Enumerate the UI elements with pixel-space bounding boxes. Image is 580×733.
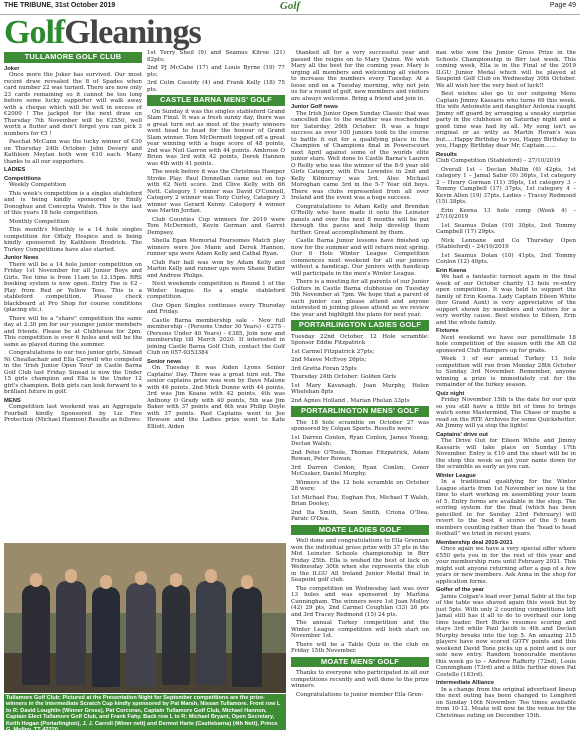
paragraph: On Sunday it was the singles stableford Grand Slam Final. It was a fresh sunny day, there was a great turn out as most of the yearly winners went head to head for the honour of Grand Slam winner. Tom McDermott topped off a great year winning with a huge score of 48 points, 2nd was Neil Garron with 44 points. Ambrose O Brien was 3rd with 42 points, Derek Hannon was 4th with 41 points. (147, 108, 285, 167)
masthead (4, 14, 404, 50)
subheading: Winter League (436, 472, 476, 479)
paragraph: Thursday 24th October: Golden Girls (291, 374, 397, 380)
paragraph: 3rd Darren Conlon, Ryan Conlon, Conor McCusker, Daniel Murphy. (291, 464, 429, 477)
paragraph: Next weekends competition is Round 1 of the Winter league. Its a single stableford competition. (147, 281, 285, 300)
paragraph: The Irish Junior Open Sunday Classic that was cancelled due to the weather was rescheduled for Saturday 26th October. It was a huge success as over 100 juniors took to the course to battle it out for a qualifying place in the Champion of Champions final in Powerscourt next April against some of the worlds elite junior stars. Well done to Castle Barna's Lauren O Reilly who was the winner of the 8-9 year old Girls Category, with Eva Lowndes in 2nd and Kelly Kilmurray was 3rd. Also Michael Moroghan came 3rd in the 5-7 Year old boys. There was clubs represented from all over Ireland and the event was a huge success. (291, 110, 429, 201)
paragraph: This month's Monthly is a 14 hole singles competition for Offaly Hospice and is being kindly sponsored by Kathleen Brodrick. The Turkey Competitions have also started. (4, 227, 142, 253)
paragraph: This week's competition is a singles stableford and is being kindly sponsored by Emily Donoghue and Concepta Walsh. This is the last of this years 18 hole competition. (4, 190, 142, 216)
paragraph: There is a meeting for all parents of our Junior Golfers in Castle Barna clubhouse on Tuesday 5th November at 7pm. We hope that a parent of each junior can please attend and anyone interested in joining please attend as we review the year and highlight the plans for next year. (291, 279, 429, 318)
paragraph: 1st Terry Sheil (9) and Seamus Kilroe (21) 82pts; (147, 50, 285, 63)
person-silhouette (232, 587, 262, 687)
paragraph: 1st Seamus Dolan (10) 41pts, 2nd Tommy Conlon (12) 40pts. (436, 252, 576, 265)
page-header (0, 0, 580, 15)
section-heading: CASTLE BARNA MENS' GOLF (147, 95, 285, 106)
paragraph: The competition on Wednesday last was over 13 holes and was sponsored by Martina Cunningham. The winners were 1st Joan Molloy (42) 29 pts, 2nd Carmel Coughlan (33) 26 pts and 3rd Tracey Redmond (15) 24 pts. (291, 585, 429, 618)
paragraph: 2nd PJ McCabe (17) and Louis Byrne (19) 77 pts; (147, 65, 285, 78)
paragraph: 2nd Ita Smith, Sean Smith, Criona O'Dea, Paraic O'Dea. (291, 509, 429, 522)
paragraph: 2nd Peter O'Toole, Thomas Fitzpatrick, Adam Rowan, Peter Rowan; (291, 449, 429, 462)
subheading: Captains' drive out (436, 431, 488, 438)
paragraph: Congratulations to junior member Ella Gren- (296, 691, 424, 698)
paragraph: Club Pair ball was won by Adam Kelly and Martin Kelly and runner ups were Shane Butler and Andrew Philips. (147, 259, 285, 279)
group-photo (4, 543, 286, 693)
paragraph: 2nd Agnes Holland , Marian Phelan 33pts (291, 397, 410, 404)
paragraph: In a traditional qualifying for the Winter League starts from 1st November so now is the time to start working on assembling your team of 5. Entry forms are available in the shop. The scoring system for the final (which has been pencilled in for Sunday 23rd February) will revert to the best 4 scores of the 5 team members counting rather than the "head to head football" we tried in recent years. (436, 479, 576, 537)
person-head (100, 575, 112, 589)
subheading: Golfer of the year (436, 587, 484, 593)
paragraph: Congratulations to our two junior girls, Sinead Ni Cheallachair and Ella Carwell who competed in the 'Irish Junior Open Tour' in Castle Barna Golf Club last Friday. Sinead is now the Under 15 girls champion and Ella is the Under 12 girl's champion. Both girls can look forward to a brilliant future in golf. (4, 350, 142, 395)
paragraph: Competition last weekend was an Aggregate Fourball kindly Sponsored by Liz Fire Protection (Michael Hannon) Results as follows: (4, 404, 142, 423)
paper-date: THE TRIBUNE, 31st October 2019 (4, 2, 116, 9)
paragraph: Week 1 of our annual Turkey 13 hole competition will run from Monday 28th October to Sunday 3rd November. Remember, anyone winning a prize is immediately cut for the remainder of the turkey season. (436, 356, 576, 388)
paragraph: The annual Turkey competition and the Winter League competition will both start on November 1st. (291, 620, 429, 639)
person-silhouette (126, 583, 156, 687)
column-2 (147, 50, 285, 540)
section-heading: PORTARLINGTON LADIES GOLF (291, 320, 429, 331)
person-head (30, 573, 42, 587)
subheading: Results (436, 151, 457, 158)
paragraph: Our Open Singles continues every Thursday and Friday. (147, 302, 285, 315)
subheading: LADIES (4, 167, 26, 173)
section-heading: TULLAMORE GOLF CLUB (4, 52, 142, 63)
masthead-golf: Golf (4, 14, 65, 51)
paragraph: 1st Mary Kavanagh, Joan Murphy, Helen Whelehan 8pts (291, 382, 429, 395)
paragraph: Sheila Egan Memorial Foursomes Match play winners were Joe Mann and Derek Hannon, runner ups were Adam Kelly and Cathal Ryan. (147, 238, 285, 257)
column-1 (4, 50, 142, 540)
paragraph: Monthly Competition (9, 218, 70, 225)
paragraph: Overall 1st – Declan Mullin (6) 42pts, 1st category 1 – Jamal Sabir (0) 36pts, 1st category 2 – Henry Gorman (11) 39pts, 1st category 3 – Tommy Campbell (17) 37pts, 1st category 4 – Kevin Allen (19) 37pts, Ladies – Tracey Redmond (15) 38pts. (436, 166, 576, 205)
paragraph: The Drive Out for Eileen White and Jimmy Kassaris will take place on Sunday 17th November. Entry is €10 and the sheet will be in the shop this week so get your name down for the scramble as early as you can. (436, 438, 576, 470)
paragraph: 1st Carmel Fitzpatrick 27pts; (291, 348, 375, 355)
section-name: Golf (279, 0, 301, 12)
paragraph: Club Counties Cup winners for 2019 were Tom McDermott, Kevin Gorman and Garret Dempsey. (147, 216, 285, 236)
subheading: Competitions (4, 175, 42, 182)
paragraph: Once more the Joker has survived. Our most recent draw revealed the 8 of Spades when card number 22 was turned. There are now only 23 cards remaining so it cannot be too long before some lucky supporter will walk away with a cheque which will be well in excess of €2000 ! The jackpot for the next draw on Thursday 7th November will be €2550, well worth a flutter and don't forget you can pick 3 numbers for €5 ! (4, 72, 142, 137)
paragraph: Club Competition (Stableford) – 27/10/2019 (436, 158, 561, 164)
paragraph: Weekly Competition (9, 182, 66, 188)
subheading: MENS (4, 397, 21, 404)
paragraph: 2nd Maeve McEvoy 26pts; (291, 357, 367, 363)
paragraph: Congratulations to Adam Kelly and Brendan O'Reilly who have made it onto the Leinster panels and over the next 8 months will be put through the paces and help develop them further. Great accomplishment by them. (291, 203, 429, 236)
person-head (65, 569, 77, 583)
paragraph: Nick Lennane and Co Thursday Open (Stableford) – 24/10/2019 (436, 237, 576, 250)
paragraph: Friday November 15th is the date for our quiz so you still have a little bit of time to brings watch some Mastermind, The Chase or maybe a read on the RTE Archives for some Quickshotter. Ah Jimmy will ya stop the lights! (436, 397, 576, 429)
section-heading: MOATE MENS' GOLF (291, 657, 429, 668)
person-silhouette (92, 587, 120, 687)
person-silhouette (196, 581, 226, 685)
paragraph: 1st Seamus Dolan (10) 30pts, 2nd Tommy Campbell (17) 29pts. (436, 222, 576, 235)
subheading: Membership deal 2019-2021 (436, 539, 513, 546)
masthead-gleanings: Gleanings (64, 14, 201, 51)
section-heading: MOATE LADIES GOLF (291, 525, 429, 536)
subheading: Erin Keena (436, 267, 467, 274)
paragraph: Once again we have a very special offer where €550 gets you in for the rest of this year and your membership runs until February 2021. This might suit anyone returning after a gap of a few years or new members. Ask Anna in the shop for application forms. (436, 546, 576, 585)
paragraph: 3rd Gretta Foran 25pts (291, 365, 357, 372)
paragraph: Castle Barna membership sale - New full membership - (Persons Under 30 Years) - €275 - (Persons Under 40 Years) - €385, Join now and membership till March 2020. If interested in joining Castle Barna Golf Club, contact the Golf Club on 057-9353384 (147, 317, 285, 356)
paragraph: On Tuesday it was Aiden Lyons Senior Captains' Day. There was a great turn out. The senior captains prize was won by Dave Malone with 46 points, 2nd Mick Dunne with 44 points, 3rd was Jim Keane with 42 points. 4th was Anthony O Grady with 40 points, 5th was Jim Baker with 37 points and 6th was Philip Doyle with 37 points. Past Captains went to Joe Hewson and the Ladies prize went to Kate Elliott. Aiden (147, 365, 285, 430)
paragraph: 3rd Colm Cassidy (4) and Frank Kelly (18) 75 pts. (147, 80, 285, 93)
subheading: Junior Golf news (291, 104, 339, 110)
paragraph: The 18 hole scramble on October 27 was sponsored by Colgan Sports. Results were: (291, 419, 429, 432)
section-heading: PORTARLINGTON MENS' GOLF (291, 406, 429, 417)
paragraph: 1st Michael Fou, Eoghan Fox, Michael T Walsh, Brian Dooley; (291, 494, 429, 507)
paragraph: There will be a Table Quiz in the club on Friday 15th November. (291, 641, 429, 654)
paragraph: In a change from the original advertised lineup the next outing has been changed to Longford on Sunday 10th November. Tee times available from 10-12. Moate will now be the venue for the Christmas outing on December 15th. (436, 686, 576, 719)
subheading: Senior news (147, 358, 182, 365)
paragraph: nan who won the Junior Gross Prize in the Schools Championship in Birr last week. This coming week, Ella is in the Final of the 2019 ILGU Junior Medal which will be played at Seapoint Golf Club on Wednesday 30th October. We all wish her the very best of luck!! (436, 50, 576, 89)
paragraph: Best wishes also go to our outgoing Mens Captain Jimmy Kassaris who turns 69 this week. His wife Antoinette and daughter Antonia caught Jimmy off guard by arranging a sneaky surprise party in the clubhouse on Saturday night and a good time was had by all. My song isn't as original or as witty as Martin Horan's was but.....Happy Birthday to you, Happy Birthday to you, Happy Birthday dear Mr. Captain....... (436, 91, 576, 149)
person-head (170, 573, 182, 587)
subheading: Intermediate Alliance (436, 680, 495, 686)
subheading: Joker (4, 65, 20, 72)
page-number: Page 49 (549, 2, 576, 9)
subheading: Quiz night (436, 390, 465, 397)
person-head (241, 575, 253, 589)
paragraph: Thanks to everyone who participated in all our competitions recently and well done to the prize winners. (291, 670, 429, 689)
paragraph: Paschal McCann was the lucky winner of €30 on Thursday 24th October. John Devery and Kathleen Meylan both won €10 each. Many thanks to all our supporters. (4, 139, 142, 165)
paragraph: Castle Barna Junior lessons have finished up now for the summer and will return next spring. Our 6 Hole Winter League Competition commences next weekend for all our juniors without a handicap. Our juniors with handicap will participate in the men's Winter League. (291, 238, 429, 277)
person-silhouette (162, 585, 190, 685)
paragraph: Winners of the 12 hole scramble on October 28 were: (291, 479, 429, 492)
photo-caption: Tullamore Golf Club: Pictured at the Presentation Night for September competitions are the prize-winners in the Intermediate Scratch Cup kindly sponsored by Pat Marsh, Nissan Tullamore. Front row L to R: David Loughlin (Winner Gross), Pat Corcoran, Captain Tullamore Golf Club, Michael Hannon, Captain Elect Tullamore Golf Club, and Frank Fahy. Back row L to R: Michael Bryant, Open Secretary, Keith Hogan (Portarlington), J. J. Carroll (Winer nett) and Dermot Harte (Castlebarna) (4th Nett), Prince G. Molloy. TT 42220 (4, 694, 286, 730)
paragraph: The week before it was the Christmas Hamper Stroke Play. Paul Donnellan came out on top with 62 Nett score. 2nd Clive Kelly with 66 Nett. Category 1 winner was David O'Connell, Category 2 winner was Tony Curley, Category 3 winner was Gerard Kenny. Category 4 winner was Martin Jordan. (147, 169, 285, 214)
column-3 (291, 50, 429, 733)
subheading: Fixtures (436, 328, 459, 334)
paragraph: thanked all for a very successful year and passed the reigns on to Mary Quinn. We wish Mary all the best for the coming year. Mary is urging all members and welcoming all visitors to increase the numbers every Tuesday. At a loose end on a Tuesday morning, why not join us for a round of golf, new members and visitors are always welcome. Bring a friend and join in. (291, 50, 429, 102)
paragraph: Erin Keena 13 hole comp (Week 4) – 27/10/2019 (436, 207, 576, 220)
paragraph: There will be a "share" competition the same day at 2.30 pm for our younger junior members and friends. Please be at Clubhouse for 2pm. This competition is over 6 holes and will be the same as played during the summer. (4, 315, 142, 348)
column-4 (436, 50, 576, 733)
person-head (205, 569, 217, 583)
person-silhouette (22, 585, 50, 685)
paragraph: Next weekend we have our penultimate 18 hole competition of the season with the AB Oil sponsored Club Hampers up for grabs. (436, 334, 576, 354)
person-head (135, 571, 147, 585)
paragraph: 1st Darren Conlon, Ryan Conlon, James Young, Declan Walsh; (291, 434, 429, 447)
subheading: Junior News (4, 255, 39, 261)
person-silhouette (56, 581, 86, 685)
paragraph: Jamie Colgan's lead over Jamal Sabir at the top of the table was shaved again this week but by just 5pts. With only 2 counting competitions left Jamal still has it all to do to overhaul our long time leader. Bert Burke resumes scoring and stays 3rd while Paul Jacob is 4th and Declan Murphy breaks into the top 5. An amazing 215 players have now scored GOTY points and this weekend David Tone picks up a point and is our sole new entry. Random honourable mentions this week go to – Andrew Rafferty (72nd), Louis Cunningham (73rd) and a little further down Pat Costello (183rd). (436, 593, 576, 678)
paragraph: Tuesday 22nd October, 12 Hole scramble: Sponsor Eddie Fitzpatrick (291, 333, 429, 346)
paragraph: Well done and congratulations to Ella Grennan won the individual gross prize with 37 pts in the Mid Leinster Schools championship in Birr Friday 25th. Ella is wished the best of luck on Wednesday 30th when she represents the club in the ILGU All Ireland Junior Medal final in Seapoint golf club. (291, 538, 429, 583)
paragraph: We had a fantastic turnout again in the final week of our October charity 13 hole re-entry open competition. It was held to support the family of Erin Keena. Lady Captain Eileen White (her Grand Aunt) is very appreciative of the support shown by members and visitors for a very worthy cause. Best wishes to Eileen, Erin and the whole family. (436, 274, 576, 326)
paragraph: There will be a 14 hole junior competition on Friday 1st November for all Junior Boys and Girls. Tee time is from 11am to 12.15pm. BRS booking system is now open. Entry Fee is €2 - Play from Red or Yellow Tees. This is a stableford competition. Please check blackboard at Pro Shop for course conditions (placing etc.). (4, 261, 142, 313)
